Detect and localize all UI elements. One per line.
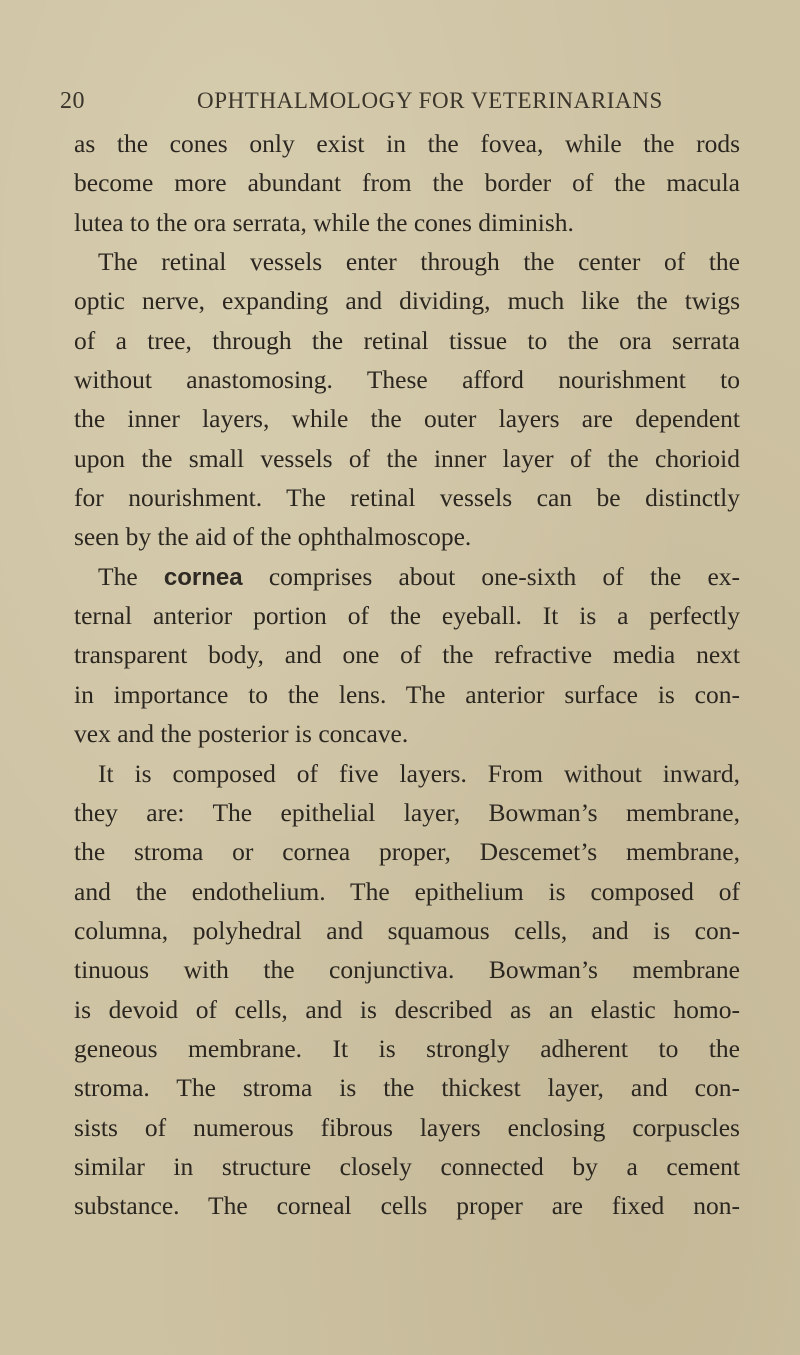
text-line: without anastomosing. These afford nourishment to <box>74 365 740 395</box>
text-line-with-term <box>74 557 740 596</box>
text-line: substance. The corneal cells proper are fixed non- <box>74 1191 740 1221</box>
term-cornea: cornea <box>163 563 243 591</box>
line-rest: comprises about one-sixth of the ex- <box>242 561 741 591</box>
text-line: It is composed of five layers. From without inward, <box>98 758 740 788</box>
line-start: The <box>98 561 164 591</box>
text-line: tinuous with the conjunctiva. Bowman’s membrane <box>74 955 740 985</box>
text-line: upon the small vessels of the inner layer of the chorioid <box>74 443 740 473</box>
text-line: ternal anterior portion of the eyeball. It is a perfectly <box>74 601 740 631</box>
text-line: similar in structure closely connected by a cement <box>74 1151 740 1181</box>
text-line: for nourishment. The retinal vessels can be distinctly <box>74 483 740 513</box>
text-line: become more abundant from the border of the macula <box>74 168 740 198</box>
text-line: as the cones only exist in the fovea, while the rods <box>74 129 740 158</box>
text-line: and the endothelium. The epithelium is composed of <box>74 876 740 906</box>
running-title: OPHTHALMOLOGY FOR VETERINARIANS <box>197 88 663 113</box>
paragraph-4 <box>74 754 740 1226</box>
text-line: transparent body, and one of the refractive media next <box>74 640 740 670</box>
text-line: seen by the aid of the ophthalmoscope. <box>74 522 472 552</box>
text-line: geneous membrane. It is strongly adherent to the <box>74 1033 740 1063</box>
text-line: they are: The epithelial layer, Bowman’s membrane, <box>74 797 740 827</box>
text-line: sists of numerous fibrous layers enclosing corpuscles <box>74 1112 740 1142</box>
text-line: stroma. The stroma is the thickest layer, and con- <box>74 1073 740 1103</box>
running-head <box>60 88 750 122</box>
text-line: the inner layers, while the outer layers are dependent <box>74 404 740 434</box>
text-line: in importance to the lens. The anterior surface is con- <box>74 679 740 709</box>
text-line: of a tree, through the retinal tissue to the ora serrata <box>74 325 740 355</box>
body-text <box>74 124 740 1226</box>
text-line: lutea to the ora serrata, while the cones diminish. <box>74 207 574 237</box>
paragraph-2 <box>74 242 740 557</box>
text-line: The retinal vessels enter through the center of the <box>98 247 740 277</box>
text-line: the stroma or cornea proper, Descemet’s membrane, <box>74 837 740 867</box>
text-line: vex and the posterior is concave. <box>74 719 409 749</box>
paragraph-1 <box>74 124 740 242</box>
text-line: columna, polyhedral and squamous cells, and is con- <box>74 915 740 945</box>
paragraph-3 <box>74 557 740 754</box>
page-number: 20 <box>60 88 85 114</box>
text-line: is devoid of cells, and is described as an elastic homo- <box>74 994 740 1024</box>
text-line: optic nerve, expanding and dividing, much like the twigs <box>74 286 740 316</box>
